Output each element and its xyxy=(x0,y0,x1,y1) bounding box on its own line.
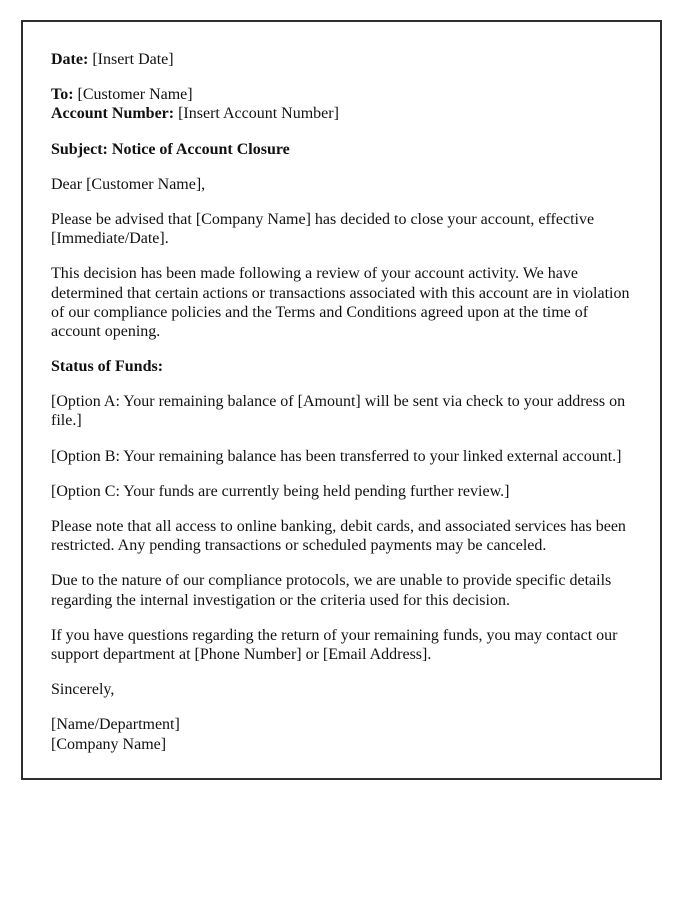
subject-line: Subject: Notice of Account Closure xyxy=(51,140,290,158)
date-label: Date: xyxy=(51,51,89,68)
recipient-block xyxy=(51,85,639,123)
option-b-paragraph: [Option B: Your remaining balance has been transferred to your linked external account.] xyxy=(51,447,622,465)
salutation: Dear [Customer Name], xyxy=(51,175,206,193)
to-value: [Customer Name] xyxy=(77,86,193,104)
account-number-label: Account Number: xyxy=(51,105,175,123)
date-value: [Insert Date] xyxy=(92,51,174,68)
paragraph-closure-effective: Please be advised that [Company Name] has decided to close your account, effective [Immediate/Date]. xyxy=(51,210,595,248)
letter-document xyxy=(21,20,662,780)
paragraph-contact-support: If you have questions regarding the return of your remaining funds, you may contact our support department at [Phone Number] or [Email Address]. xyxy=(51,626,618,663)
signature-block xyxy=(51,715,639,753)
status-of-funds-heading: Status of Funds: xyxy=(51,358,164,376)
option-c-paragraph: [Option C: Your funds are currently being held pending further review.] xyxy=(51,482,510,500)
to-label: To: xyxy=(51,86,74,104)
account-number-value: [Insert Account Number] xyxy=(178,105,339,123)
paragraph-access-restricted: Please note that all access to online banking, debit cards, and associated services has been restricted. Any pending transactions or scheduled payments may be canceled. xyxy=(51,518,626,555)
paragraph-decision-reason: This decision has been made following a review of your account activity. We have determined that certain actions or transactions associated with this account are in violation of our compliance policies and the Terms and Conditions agreed upon at the time of account opening. xyxy=(51,265,630,340)
signature-company: [Company Name] xyxy=(51,735,167,753)
closing-salutation: Sincerely, xyxy=(51,681,115,699)
paragraph-compliance-protocols: Due to the nature of our compliance protocols, we are unable to provide specific details regarding the internal investigation or the criteria used for this decision. xyxy=(51,572,612,609)
signature-name: [Name/Department] xyxy=(51,716,180,734)
date-line xyxy=(51,50,639,69)
option-a-paragraph: [Option A: Your remaining balance of [Amount] will be sent via check to your address on file.] xyxy=(51,393,626,430)
